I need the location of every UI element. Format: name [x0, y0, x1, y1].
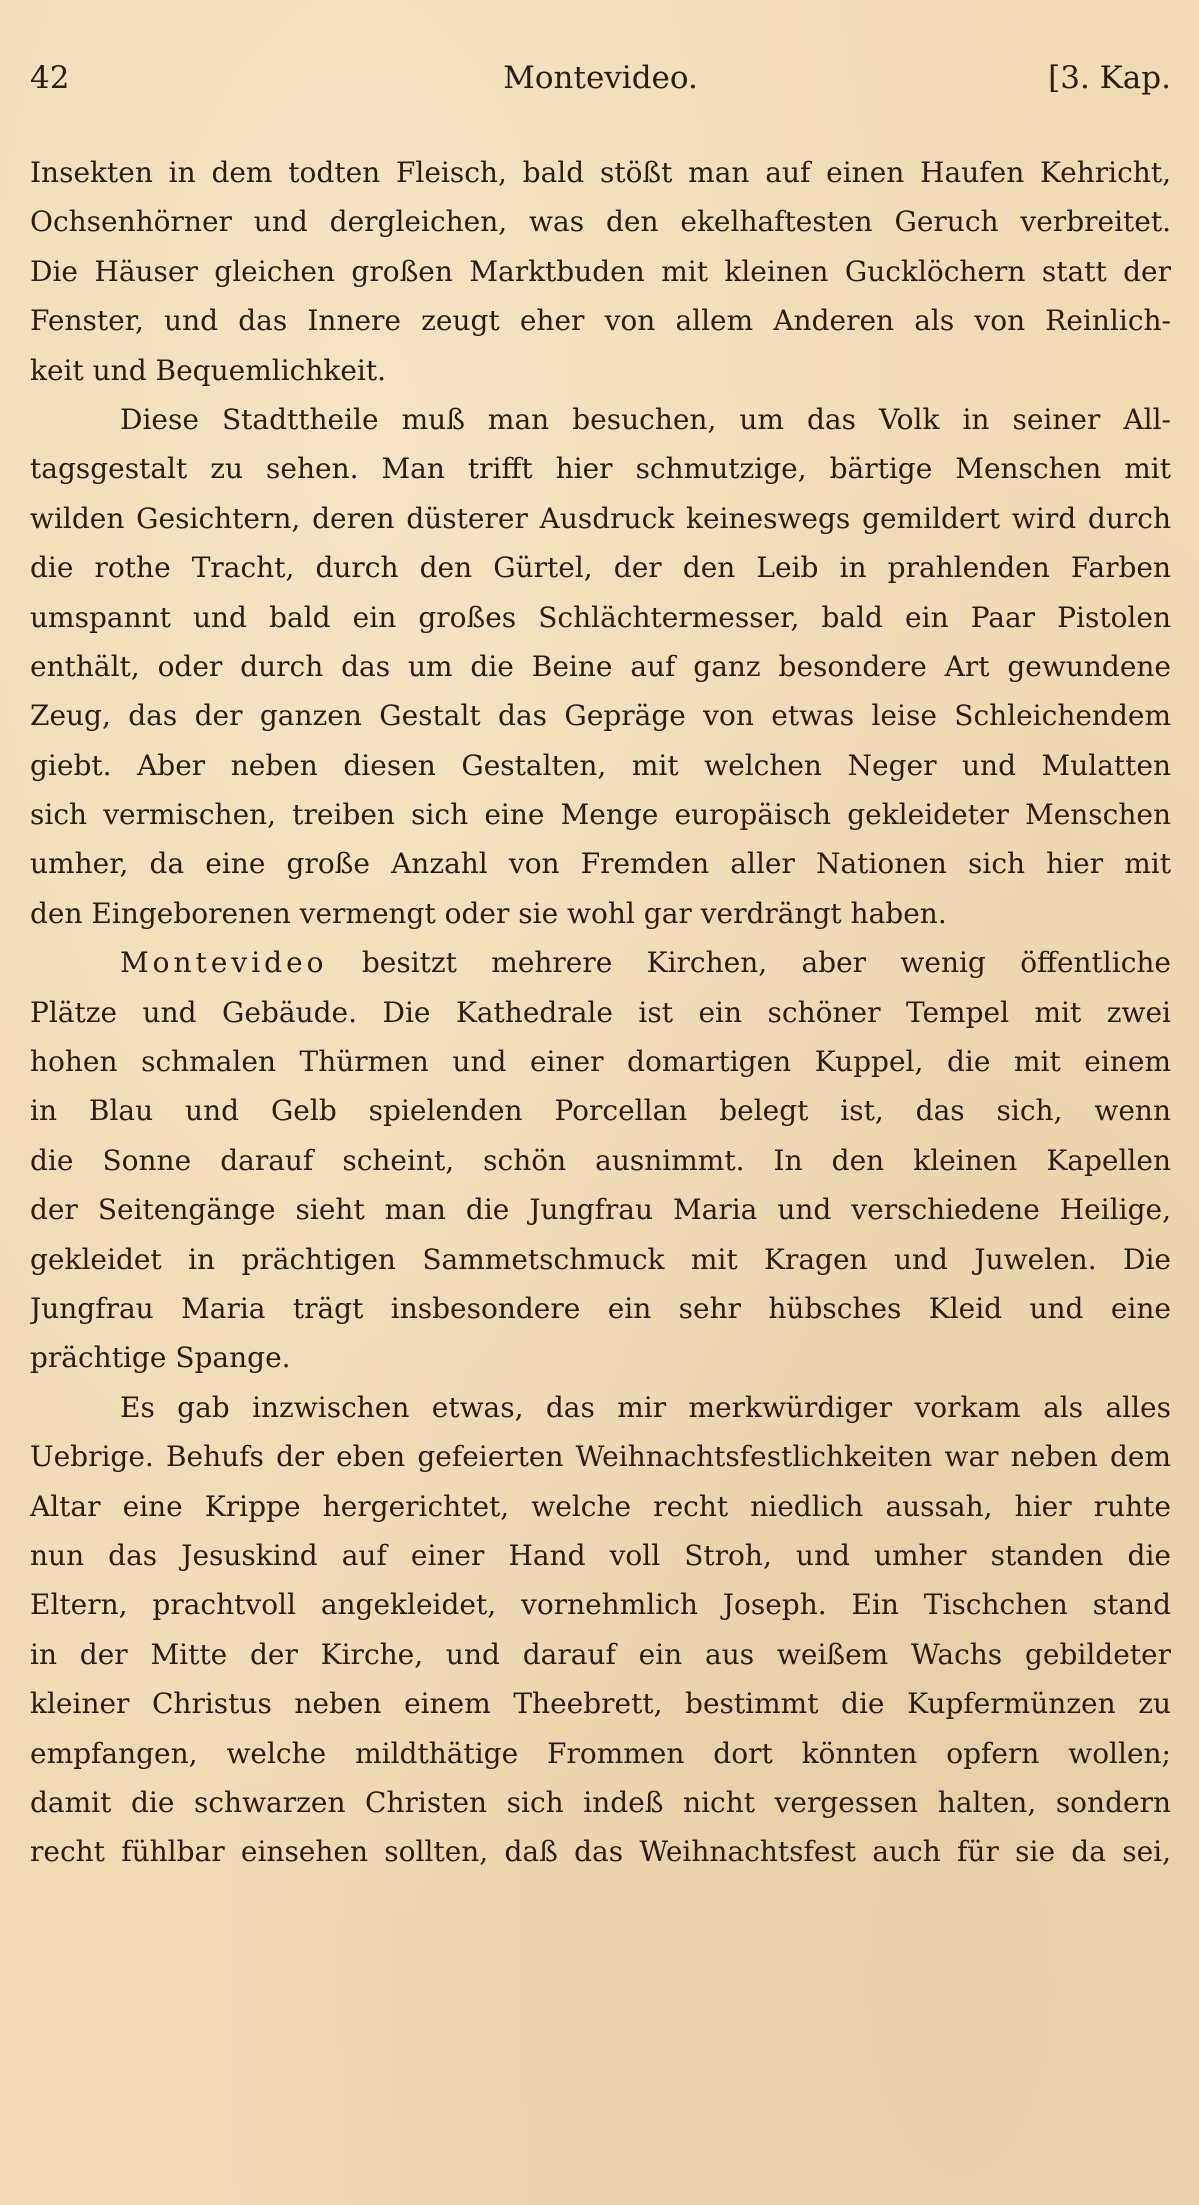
line-text: hohen schmalen Thürmen und einer domartigen Kuppel, die mit einem — [30, 1045, 1171, 1079]
line-text: kleiner Christus neben einem Theebrett, bestimmt die Kupfermünzen zu — [30, 1687, 1171, 1721]
text-line — [30, 642, 1171, 691]
text-line — [30, 247, 1171, 296]
line-text: keit und Bequemlichkeit. — [30, 353, 387, 387]
text-line — [30, 543, 1171, 592]
text-line — [30, 346, 1171, 395]
text-line — [30, 395, 1171, 444]
line-text: damit die schwarzen Christen sich indeß nicht vergessen halten, sondern — [30, 1785, 1171, 1819]
text-line — [30, 1580, 1171, 1629]
text-line — [30, 1630, 1171, 1679]
line-text: Die Häuser gleichen großen Marktbuden mit kleinen Gucklöchern statt der — [30, 254, 1171, 288]
line-text: tagsgestalt zu sehen. Man trifft hier schmutzige, bärtige Menschen mit — [30, 452, 1171, 486]
text-line — [30, 691, 1171, 740]
line-text: Ochsenhörner und dergleichen, was den ekelhaftesten Geruch verbreitet. — [30, 205, 1171, 239]
text-line — [30, 1185, 1171, 1234]
text-line — [30, 1827, 1171, 1876]
text-line — [30, 741, 1171, 790]
line-text: Altar eine Krippe hergerichtet, welche recht niedlich aussah, hier ruhte — [30, 1489, 1171, 1523]
line-text: Uebrige. Behufs der eben gefeierten Weihnachtsfestlichkeiten war neben dem — [30, 1440, 1171, 1474]
text-line — [30, 839, 1171, 888]
line-text: nun das Jesuskind auf einer Hand voll Stroh, und umher standen die — [30, 1538, 1171, 1572]
text-line — [30, 444, 1171, 493]
line-text: der Seitengänge sieht man die Jungfrau Maria und verschiedene Heilige, — [30, 1193, 1171, 1227]
line-text: empfangen, welche mildthätige Frommen dort könnten opfern wollen; — [30, 1736, 1171, 1770]
page-number: 42 — [30, 60, 70, 96]
text-line — [30, 1235, 1171, 1284]
line-text: in Blau und Gelb spielenden Porcellan belegt ist, das sich, wenn — [30, 1094, 1171, 1128]
text-line — [30, 988, 1171, 1037]
line-text: Insekten in dem todten Fleisch, bald stößt man auf einen Haufen Kehricht, — [30, 156, 1171, 189]
text-line — [30, 197, 1171, 246]
text-line — [30, 1531, 1171, 1580]
line-text: besitzt mehrere Kirchen, aber wenig öffentliche — [327, 946, 1171, 980]
chapter-reference: [3. Kap. — [1048, 60, 1171, 96]
text-line — [30, 1679, 1171, 1728]
line-text: umher, da eine große Anzahl von Fremden aller Nationen sich hier mit — [30, 847, 1171, 881]
line-text: enthält, oder durch das um die Beine auf ganz besondere Art gewundene — [30, 649, 1171, 683]
line-text: prächtige Spange. — [30, 1341, 291, 1375]
text-line — [30, 889, 1171, 938]
line-text: Eltern, prachtvoll angekleidet, vornehmlich Joseph. Ein Tischchen stand — [30, 1588, 1171, 1622]
text-line — [30, 938, 1171, 987]
line-text: Diese Stadttheile muß man besuchen, um das Volk in seiner All- — [120, 402, 1171, 436]
text-line — [30, 790, 1171, 839]
line-text: Fenster, und das Innere zeugt eher von allem Anderen als von Reinlich- — [30, 304, 1171, 338]
line-text: Plätze und Gebäude. Die Kathedrale ist ein schöner Tempel mit zwei — [30, 995, 1171, 1029]
text-line — [30, 593, 1171, 642]
text-line — [30, 1136, 1171, 1185]
body-text — [30, 148, 1171, 1877]
text-line — [30, 1432, 1171, 1481]
text-line — [30, 1284, 1171, 1333]
line-text: Es gab inzwischen etwas, das mir merkwürdiger vorkam als alles — [120, 1390, 1171, 1424]
line-text: Zeug, das der ganzen Gestalt das Gepräge von etwas leise Schleichendem — [30, 699, 1171, 733]
line-text: gekleidet in prächtigen Sammetschmuck mit Kragen und Juwelen. Die — [30, 1242, 1171, 1276]
text-line — [30, 1037, 1171, 1086]
line-text: sich vermischen, treiben sich eine Menge europäisch gekleideter Menschen — [30, 798, 1171, 832]
text-line — [30, 296, 1171, 345]
line-text: die Sonne darauf scheint, schön ausnimmt. In den kleinen Kapellen — [30, 1143, 1171, 1177]
text-line — [30, 1729, 1171, 1778]
line-text: in der Mitte der Kirche, und darauf ein aus weißem Wachs gebildeter — [30, 1637, 1171, 1671]
spaced-word: Montevideo — [120, 946, 328, 980]
text-line — [30, 1778, 1171, 1827]
text-line — [30, 1383, 1171, 1432]
line-text: die rothe Tracht, durch den Gürtel, der den Leib in prahlenden Farben — [30, 551, 1171, 585]
line-text: recht fühlbar einsehen sollten, daß das Weihnachtsfest auch für sie da sei, — [30, 1835, 1171, 1869]
text-line — [30, 1086, 1171, 1135]
line-text: den Eingeborenen vermengt oder sie wohl gar verdrängt haben. — [30, 896, 947, 930]
line-text: wilden Gesichtern, deren düsterer Ausdruck keineswegs gemildert wird durch — [30, 501, 1171, 535]
text-line — [30, 1482, 1171, 1531]
running-title: Montevideo. — [503, 60, 698, 96]
line-text: umspannt und bald ein großes Schlächtermesser, bald ein Paar Pistolen — [30, 600, 1171, 634]
text-line — [30, 494, 1171, 543]
text-line — [30, 148, 1171, 197]
line-text: Jungfrau Maria trägt insbesondere ein sehr hübsches Kleid und eine — [30, 1291, 1171, 1325]
line-text: giebt. Aber neben diesen Gestalten, mit welchen Neger und Mulatten — [30, 748, 1171, 782]
text-line — [30, 1333, 1171, 1382]
page-header — [30, 60, 1171, 108]
